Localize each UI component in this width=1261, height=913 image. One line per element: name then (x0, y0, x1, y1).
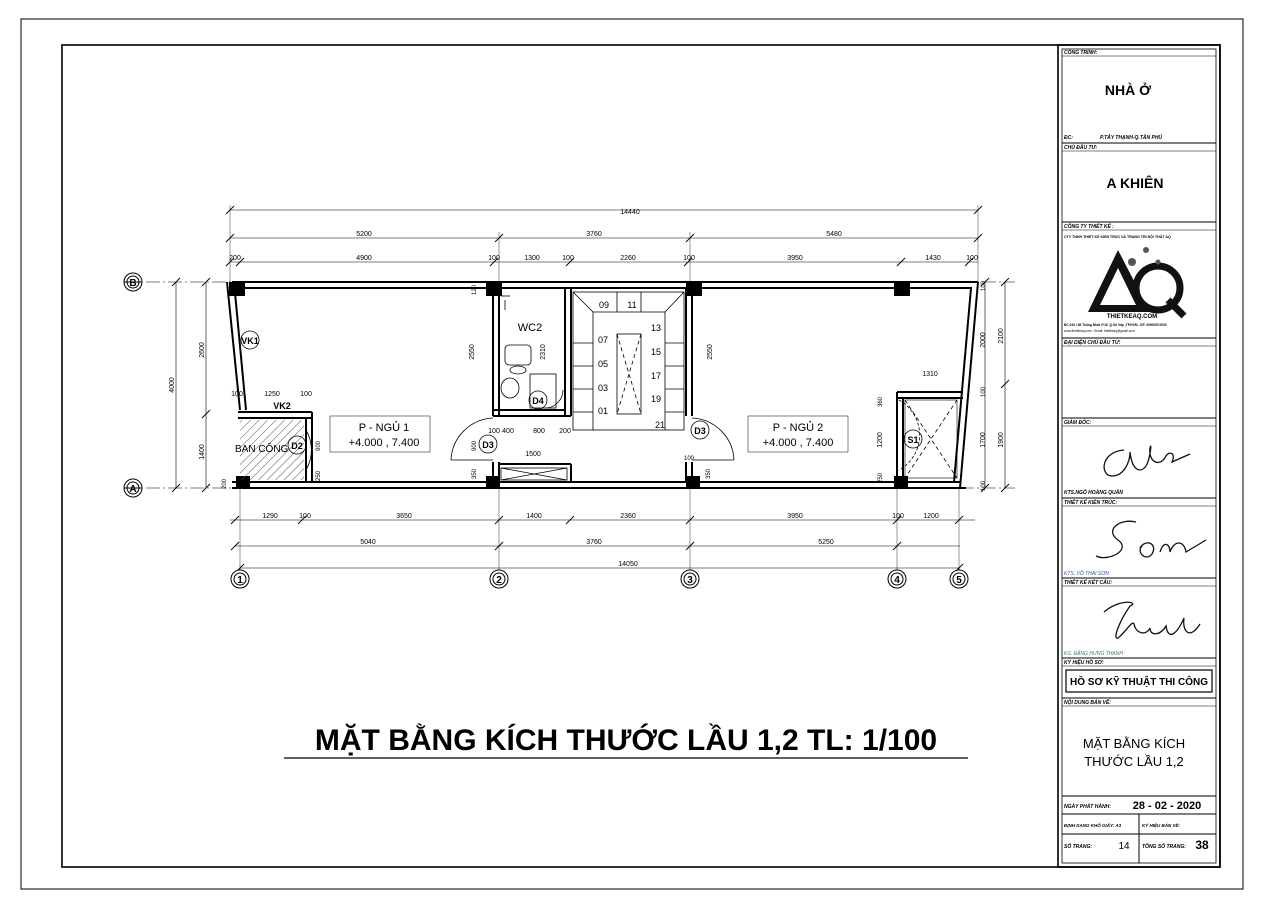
tb-company-web: www.thietkeaq.com - Email: thietkeaq@gmail.com (1064, 329, 1135, 333)
tb-content-line1: MẶT BẰNG KÍCH (1082, 736, 1186, 751)
floor-plan (124, 205, 1015, 588)
tb-structure-label: THIẾT KẾ KẾT CẤU: (1064, 580, 1113, 586)
stair-step: 03 (597, 383, 609, 393)
dim-bot-1: 1290 (262, 513, 278, 520)
tb-logo-site: THIETKEAQ.COM (1106, 314, 1158, 320)
stair-step: 21 (654, 420, 666, 430)
tb-rep-label: ĐẠI DIỆN CHỦ ĐẦU TƯ: (1064, 340, 1121, 346)
signature-director (1104, 446, 1190, 476)
dim-inner-4: 120 (472, 284, 478, 296)
dim-inner-5: 360 (878, 396, 884, 408)
tb-company-addr: ĐC:233 / 58 Thống Nhất ,P.16 ,Q.Gò Vấp ,TP.HCM - ĐT: 0000000 0000 (1064, 323, 1167, 327)
dim-top-2: 4900 (356, 255, 372, 262)
dim-inner-3: 2550 (707, 344, 714, 360)
dim-inner-7: 250 (878, 472, 884, 484)
dim-bot-4: 1400 (526, 513, 542, 520)
dim-right-4: 1700 (980, 432, 987, 448)
tag-bubbles (241, 331, 922, 454)
tb-record-label: KÝ HIỆU HỒ SƠ: (1064, 660, 1104, 666)
wc-fixtures (501, 296, 556, 408)
dim-top-5: 100 (562, 255, 574, 262)
tb-address-label: ĐC: (1064, 135, 1073, 141)
stair-step: 13 (650, 323, 662, 333)
tb-project-label: CÔNG TRÌNH: (1064, 50, 1098, 56)
signature-structure (1104, 602, 1200, 638)
grid-label-1: 1 (237, 575, 243, 586)
stair-step: 11 (627, 300, 637, 310)
tb-architect: KTS. VÕ THÁI SƠN (1064, 571, 1109, 577)
doors (306, 390, 957, 480)
dim-top-4: 1300 (524, 255, 540, 262)
dim-bot-span-3: 5250 (818, 539, 834, 546)
room1-level: +4.000 , 7.400 (348, 437, 420, 449)
signature-architect (1096, 521, 1206, 557)
dim-left-upper: 2600 (199, 342, 206, 358)
dim-right-2: 2000 (980, 332, 987, 348)
tb-project: NHÀ Ở (1104, 82, 1152, 98)
stair-step: 01 (597, 406, 609, 416)
tb-page-label: SỐ TRANG: (1064, 844, 1093, 850)
dim-right-6: 100 (981, 280, 987, 292)
tag-d3-right: D3 (694, 426, 706, 436)
tag-d2: D2 (291, 441, 303, 451)
tb-director-label: GIÁM ĐỐC: (1064, 420, 1092, 426)
room1-name: P - NGỦ 1 (358, 422, 410, 434)
dim-left-bottom: 200 (222, 478, 228, 490)
dim-span-2: 3760 (586, 231, 602, 238)
dim-inner-11: 900 (472, 440, 478, 452)
dim-top-9: 1430 (925, 255, 941, 262)
dim-top-1: 200 (229, 255, 241, 262)
tag-vk2: VK2 (273, 401, 291, 411)
dim-top-6: 2260 (620, 255, 636, 262)
tag-vk1: VK1 (241, 336, 259, 346)
columns (229, 282, 910, 489)
tb-record: HỒ SƠ KỸ THUẬT THI CÔNG (1070, 677, 1208, 688)
dim-left-total: 4000 (169, 377, 176, 393)
drawing-title: MẶT BẰNG KÍCH THƯỚC LẦU 1,2 TL: 1/100 (314, 724, 938, 757)
tb-company: CTY TNHH THIẾT KẾ KIẾN TRÚC VÀ TRANG TRÍ NỘI THẤT AQ (1064, 235, 1171, 239)
dim-inner-10: 350 (472, 468, 478, 480)
dim-inner-22: 100 (683, 456, 695, 462)
dim-overall-top: 14440 (620, 209, 640, 216)
tb-owner-label: CHỦ ĐẦU TƯ: (1064, 145, 1098, 151)
balcony-label: BAN CÔNG (235, 444, 289, 455)
dim-inner-16: 1310 (922, 371, 938, 378)
dim-inner-14: 100 (300, 391, 312, 398)
stair-step: 15 (650, 347, 662, 357)
tb-address: P.TÂY THẠNH-Q.TÂN PHÚ (1100, 135, 1163, 141)
dim-bot-span-1: 5040 (360, 539, 376, 546)
grid-label-4: 4 (894, 575, 900, 586)
tb-drawing-code-label: KÝ HIỆU BẢN VẼ: (1142, 823, 1181, 828)
dim-inner-12: 350 (706, 468, 712, 480)
dim-left-lower: 1400 (199, 444, 206, 460)
dim-span-3: 5480 (826, 231, 842, 238)
tag-d3-left: D3 (482, 440, 494, 450)
tb-content-label: NỘI DUNG BẢN VẼ: (1064, 700, 1111, 706)
grid-label-b: B (129, 278, 137, 289)
dim-top-10: 100 (966, 255, 978, 262)
tag-s1: S1 (907, 435, 919, 445)
tag-d4: D4 (532, 396, 544, 406)
company-logo (1088, 247, 1184, 316)
dim-inner-18: 400 (502, 428, 514, 435)
stair-step: 09 (598, 300, 610, 310)
dim-bot-2: 100 (299, 513, 311, 520)
tb-page: 14 (1118, 841, 1130, 852)
dim-bot-3: 3650 (396, 513, 412, 520)
dim-right-1: 2100 (998, 328, 1005, 344)
room2-level: +4.000 , 7.400 (762, 437, 834, 449)
dim-inner-8: 250 (316, 470, 322, 482)
dim-inner-20: 200 (559, 428, 571, 435)
dimension-lines (172, 205, 1009, 575)
dim-inner-6: 1200 (877, 432, 884, 448)
dim-bot-span-2: 3760 (586, 539, 602, 546)
signatures (1096, 446, 1206, 638)
grid-label-3: 3 (687, 575, 693, 586)
tb-date: 28 - 02 - 2020 (1132, 800, 1202, 812)
dim-right-5: 1900 (998, 432, 1005, 448)
stair-step: 07 (597, 335, 609, 345)
dim-bot-7: 100 (892, 513, 904, 520)
tb-company-label: CÔNG TY THIẾT KẾ : (1064, 224, 1114, 230)
tb-total: 38 (1195, 838, 1209, 852)
dim-bot-6: 3950 (787, 513, 803, 520)
stair-step: 05 (597, 359, 609, 369)
tb-format-label: ĐỊNH DẠNG KHỔ GIẤY: A3 (1064, 823, 1122, 828)
tb-structure: KS. ĐẶNG HƯNG THẠNH (1064, 651, 1123, 657)
dim-span-1: 5200 (356, 231, 372, 238)
stair-step: 19 (650, 394, 662, 404)
dim-bot-8: 1200 (923, 513, 939, 520)
tb-owner: A KHIÊN (1106, 175, 1164, 191)
wc-label: WC2 (517, 322, 543, 334)
dim-top-3: 100 (488, 255, 500, 262)
room2-name: P - NGỦ 2 (772, 422, 824, 434)
dim-inner-17: 1500 (525, 451, 541, 458)
dim-inner-19: 800 (533, 428, 545, 435)
staircase (573, 292, 684, 430)
dim-right-3: 100 (981, 386, 987, 398)
dim-top-7: 100 (683, 255, 695, 262)
grid-label-2: 2 (496, 575, 502, 586)
dim-inner-2: 2310 (540, 344, 547, 360)
tb-content-line2: THƯỚC LẦU 1,2 (1084, 754, 1184, 769)
tb-date-label: NGÀY PHÁT HÀNH: (1064, 804, 1111, 810)
tb-director: KTS.NGÔ HOÀNG QUÂN (1064, 490, 1123, 496)
dim-inner-9: 900 (316, 440, 322, 452)
tb-total-label: TỔNG SỐ TRANG: (1142, 844, 1186, 850)
dim-right-7: 100 (981, 480, 987, 492)
dim-top-8: 3950 (787, 255, 803, 262)
dim-overall-bottom: 14050 (618, 561, 638, 568)
stair-step: 17 (650, 371, 662, 381)
grid-label-a: A (129, 484, 137, 495)
dim-inner-1: 2550 (469, 344, 476, 360)
dim-inner-13: 1250 (264, 391, 280, 398)
grid-label-5: 5 (956, 575, 962, 586)
tb-architect-label: THIẾT KẾ KIẾN TRÚC: (1064, 500, 1118, 506)
dim-inner-21: 100 (488, 428, 500, 435)
dim-inner-15: 100 (231, 391, 243, 398)
dim-bot-5: 2360 (620, 513, 636, 520)
